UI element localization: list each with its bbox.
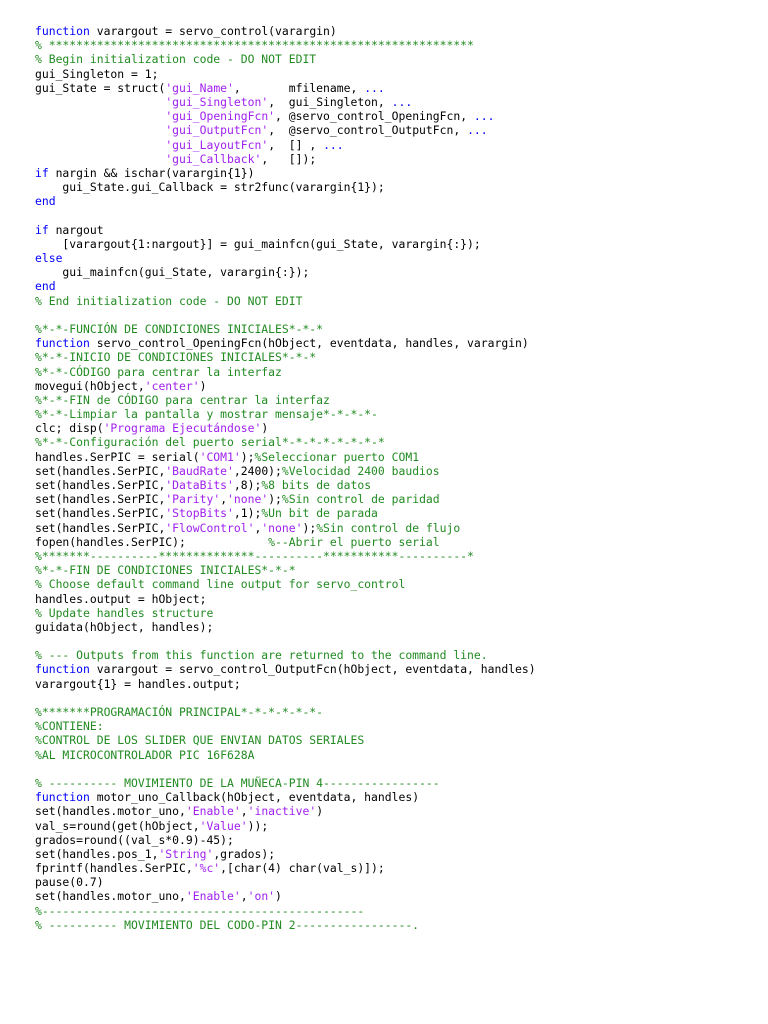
code-line [35,875,768,889]
code-token: gui_State = struct( [35,80,166,95]
code-line [35,691,768,705]
string-token: 'inactive' [247,804,317,819]
comment-token: %Sin control de flujo [316,520,461,535]
code-line [35,24,768,38]
comment-token: % --- Outputs from this function are returned to the command line. [35,648,488,663]
keyword-token: function [35,790,90,805]
code-line [35,194,768,208]
code-line [35,81,768,95]
code-token: )); [247,818,269,833]
code-line [35,705,768,719]
continuation-token: ... [364,80,385,95]
code-token: set(handles.pos_1, [35,846,159,861]
string-token: 'gui_Callback' [165,151,262,166]
code-line [35,478,768,492]
code-token: , gui_Singleton, [268,94,392,109]
code-token: , @servo_control_OutputFcn, [268,123,468,138]
code-line [35,634,768,648]
comment-token: %CONTIENE: [35,719,104,734]
code-token: pause(0.7) [35,875,104,890]
string-token: 'String' [158,846,214,861]
code-token: set(handles.SerPIC, [35,492,166,507]
code-line [35,918,768,932]
code-listing [35,24,768,932]
code-token [35,109,165,123]
comment-token: % Choose default command line output for servo_control [35,577,406,592]
code-line [35,592,768,606]
string-token: 'Programa Ejecutándose' [103,421,262,436]
comment-token: %*******PROGRAMACIÓN PRINCIPAL*-*-*-*-*-*- [35,705,324,719]
comment-token: %CONTROL DE LOS SLIDER QUE ENVIAN DATOS SERIALES [35,733,365,748]
comment-token: %*-*-FIN de CÓDIGO para centrar la interfaz [35,392,330,407]
code-line [35,138,768,152]
code-token: val_s=round(get(hObject, [35,818,200,833]
code-token: , mfilename, [233,80,365,95]
keyword-token: end [35,279,56,294]
comment-token: %*******----------**************----------***********----------* [35,548,474,563]
code-token: clc; disp( [35,421,104,436]
keyword-token: function [35,662,90,677]
code-token: ,1); [233,506,262,521]
code-line [35,606,768,620]
code-line [35,379,768,393]
code-line [35,38,768,52]
code-line [35,67,768,81]
code-line [35,762,768,776]
code-line [35,265,768,279]
string-token: 'gui_OutputFcn' [165,123,269,138]
string-token: 'Parity' [165,492,221,507]
code-token: set(handles.SerPIC, [35,506,166,521]
code-token: ) [316,804,324,819]
string-token: 'gui_OpeningFcn' [165,109,276,124]
continuation-token: ... [473,109,495,124]
code-line [35,251,768,265]
comment-token: % ************************************************************** [35,38,474,53]
code-token: set(handles.SerPIC, [35,478,166,492]
code-line [35,506,768,520]
code-line [35,847,768,861]
code-line [35,123,768,137]
keyword-token: else [35,251,63,265]
code-line [35,577,768,591]
code-line [35,492,768,506]
continuation-token: ... [391,94,413,109]
string-token: 'center' [144,378,200,393]
string-token: 'StopBits' [165,506,234,521]
code-line [35,208,768,222]
code-line [35,563,768,577]
keyword-token: end [35,194,56,209]
code-line [35,294,768,308]
code-line [35,435,768,449]
comment-token: %*-*-Limpiar la pantalla y mostrar mensaje*-*-*-*- [35,407,378,422]
code-line [35,748,768,762]
comment-token: %Sin control de paridad [281,492,440,507]
code-line [35,662,768,676]
code-line [35,790,768,804]
string-token: 'none' [227,492,269,507]
code-token: , [220,492,228,507]
comment-token: %Velocidad 2400 baudios [281,463,440,478]
keyword-token: function [35,336,90,351]
code-line [35,152,768,166]
code-token: ) [199,378,207,393]
code-token: set(handles.motor_uno, [35,804,186,819]
string-token: 'Enable' [185,889,241,904]
code-line [35,733,768,747]
string-token: 'none' [261,520,303,535]
string-token: 'DataBits' [165,478,234,492]
code-line [35,450,768,464]
code-line [35,109,768,123]
code-token [35,123,165,137]
code-line [35,804,768,818]
code-token: ,[char(4) char(val_s)]); [220,861,385,876]
code-token: ) [275,889,282,904]
code-line [35,904,768,918]
code-line [35,95,768,109]
code-token [35,152,165,166]
code-token: ); [268,492,282,507]
keyword-token: if [35,222,49,237]
code-line [35,421,768,435]
code-token [35,95,165,109]
string-token: 'Enable' [185,804,241,819]
continuation-token: ... [323,137,344,152]
code-line [35,180,768,194]
code-line [35,365,768,379]
code-token: , [240,804,248,819]
code-line [35,237,768,251]
code-line [35,535,768,549]
comment-token: %8 bits de datos [261,478,372,492]
code-token: set(handles.motor_uno, [35,889,186,904]
code-line [35,350,768,364]
code-token: , []); [261,151,317,166]
comment-token: %AL MICROCONTROLADOR PIC 16F628A [35,747,255,762]
string-token: '%c' [192,861,221,876]
string-token: 'Value' [199,818,248,833]
code-token: guidata(hObject, handles); [35,619,214,634]
code-line [35,889,768,903]
code-line [35,322,768,336]
code-token: gui_Singleton = 1; [35,66,159,81]
code-token: handles.SerPIC = serial( [35,449,200,464]
code-line [35,223,768,237]
code-token: ); [302,520,317,535]
code-line [35,549,768,563]
code-token: fprintf(handles.SerPIC, [35,861,193,876]
comment-token: % Update handles structure [35,605,214,620]
comment-token: %Un bit de parada [261,506,378,521]
code-token: gui_mainfcn(gui_State, varargin{:}); [35,265,310,280]
continuation-token: ... [467,123,488,138]
comment-token: %*-*-FUNCIÓN DE CONDICIONES INICIALES*-*-* [35,321,324,336]
code-line [35,833,768,847]
code-token: grados=round((val_s*0.9)-45); [35,832,234,847]
code-token: [varargout{1:nargout}] = gui_mainfcn(gui_State, varargin{:}); [35,236,481,251]
string-token: 'gui_Name' [165,80,234,95]
code-token: ); [240,449,255,464]
code-token: servo_control_OpeningFcn(hObject, eventdata, handles, varargin) [89,336,529,351]
code-line [35,677,768,691]
comment-token: % End initialization code - DO NOT EDIT [35,293,303,308]
code-token: handles.output = hObject; [35,591,207,606]
keyword-token: function [35,24,90,38]
comment-token: %----------------------------------------------- [35,903,365,918]
code-token: varargout = servo_control_OutputFcn(hObject, eventdata, handles) [89,662,536,677]
comment-token: %*-*-Configuración del puerto serial*-*-*-*-*-*-*-* [35,435,385,450]
code-line [35,719,768,733]
comment-token: %*-*-INICIO DE CONDICIONES INICIALES*-*-* [35,350,317,365]
code-line [35,776,768,790]
comment-token: %*-*-FIN DE CONDICIONES INICIALES*-*-* [35,563,296,578]
string-token: 'FlowControl' [165,520,255,535]
comment-token: % Begin initialization code - DO NOT EDIT [35,52,317,67]
comment-token: %Seleccionar puerto COM1 [254,449,420,464]
code-token: , @servo_control_OpeningFcn, [275,109,474,124]
code-token: nargout [48,222,104,237]
code-token: movegui(hObject, [35,378,145,393]
code-line [35,521,768,535]
code-line [35,620,768,634]
code-token: varargout{1} = handles.output; [35,676,241,691]
code-token: ,grados); [213,846,276,861]
code-token: , [] , [268,137,324,152]
string-token: 'on' [247,889,276,904]
code-token: gui_State.gui_Callback = str2func(varargin{1}); [35,180,385,195]
keyword-token: if [35,165,49,180]
string-token: 'COM1' [199,449,241,464]
code-line [35,819,768,833]
code-token: ,2400); [233,463,282,478]
comment-token: % ---------- MOVIMIENTO DE LA MUÑECA-PIN 4----------------- [35,775,440,790]
code-line [35,279,768,293]
code-line [35,861,768,875]
string-token: 'gui_LayoutFcn' [165,137,269,152]
code-token: , [254,520,262,535]
code-token: , [240,889,248,904]
code-line [35,407,768,421]
code-line [35,464,768,478]
code-token [35,138,165,152]
code-token: ) [261,421,269,436]
code-token: nargin && ischar(varargin{1}) [48,165,255,180]
code-token: set(handles.SerPIC, [35,463,166,478]
string-token: 'BaudRate' [165,463,234,478]
code-line [35,52,768,66]
code-line [35,336,768,350]
comment-token: % ---------- MOVIMIENTO DEL CODO-PIN 2-----------------. [35,917,420,932]
string-token: 'gui_Singleton' [165,94,269,109]
code-line [35,648,768,662]
comment-token: %--Abrir el puerto serial [268,534,440,549]
code-token: set(handles.SerPIC, [35,520,166,535]
comment-token: %*-*-CÓDIGO para centrar la interfaz [35,364,282,379]
code-token: fopen(handles.SerPIC); [35,534,269,549]
code-token: motor_uno_Callback(hObject, eventdata, handles) [89,790,420,805]
code-line [35,166,768,180]
code-token: varargout = servo_control(varargin) [89,24,337,38]
code-line [35,393,768,407]
code-line [35,308,768,322]
code-token: ,8); [233,478,262,492]
